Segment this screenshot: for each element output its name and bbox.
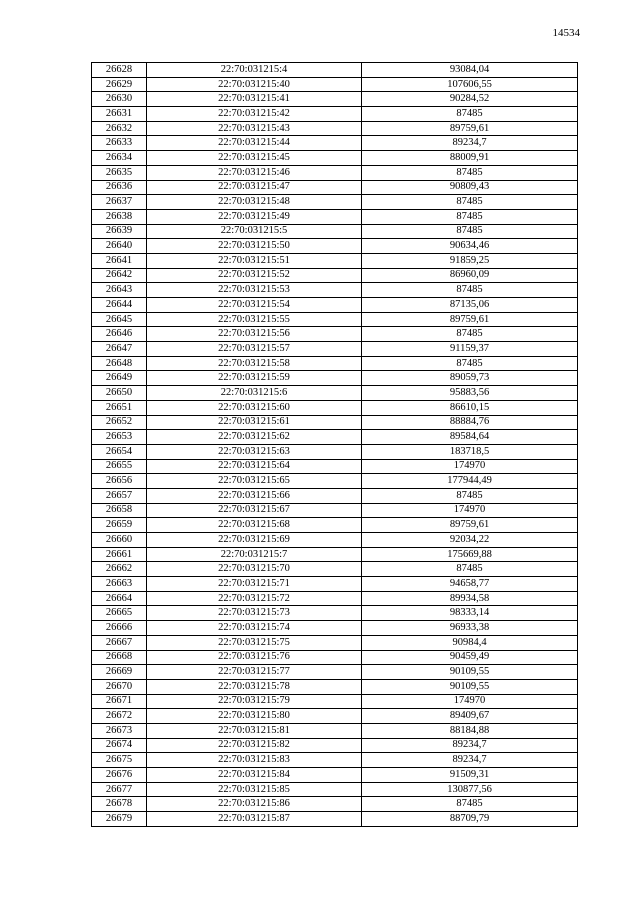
value-cell: 89059,73 bbox=[362, 371, 578, 386]
cadastral-number-cell: 22:70:031215:52 bbox=[147, 268, 362, 283]
row-number-cell: 26661 bbox=[92, 547, 147, 562]
table-row bbox=[92, 709, 578, 724]
row-number-cell: 26667 bbox=[92, 635, 147, 650]
cadastral-number-cell: 22:70:031215:5 bbox=[147, 224, 362, 239]
cadastral-number-cell: 22:70:031215:50 bbox=[147, 239, 362, 254]
row-number-cell: 26650 bbox=[92, 386, 147, 401]
value-cell: 87485 bbox=[362, 562, 578, 577]
cadastral-number-cell: 22:70:031215:75 bbox=[147, 635, 362, 650]
value-cell: 90109,55 bbox=[362, 679, 578, 694]
row-number-cell: 26652 bbox=[92, 415, 147, 430]
row-number-cell: 26628 bbox=[92, 63, 147, 78]
row-number-cell: 26658 bbox=[92, 503, 147, 518]
cadastral-number-cell: 22:70:031215:86 bbox=[147, 797, 362, 812]
table-row bbox=[92, 92, 578, 107]
row-number-cell: 26666 bbox=[92, 621, 147, 636]
value-cell: 89584,64 bbox=[362, 430, 578, 445]
value-cell: 89759,61 bbox=[362, 518, 578, 533]
cadastral-number-cell: 22:70:031215:85 bbox=[147, 782, 362, 797]
table-row bbox=[92, 650, 578, 665]
row-number-cell: 26678 bbox=[92, 797, 147, 812]
cadastral-value-table bbox=[91, 62, 578, 827]
table-row bbox=[92, 136, 578, 151]
row-number-cell: 26675 bbox=[92, 753, 147, 768]
cadastral-number-cell: 22:70:031215:40 bbox=[147, 77, 362, 92]
value-cell: 92034,22 bbox=[362, 533, 578, 548]
row-number-cell: 26656 bbox=[92, 474, 147, 489]
cadastral-number-cell: 22:70:031215:81 bbox=[147, 723, 362, 738]
table-row bbox=[92, 797, 578, 812]
value-cell: 90634,46 bbox=[362, 239, 578, 254]
value-cell: 130877,56 bbox=[362, 782, 578, 797]
value-cell: 91159,37 bbox=[362, 342, 578, 357]
value-cell: 87485 bbox=[362, 107, 578, 122]
row-number-cell: 26657 bbox=[92, 488, 147, 503]
cadastral-number-cell: 22:70:031215:65 bbox=[147, 474, 362, 489]
row-number-cell: 26651 bbox=[92, 400, 147, 415]
value-cell: 87485 bbox=[362, 797, 578, 812]
cadastral-number-cell: 22:70:031215:64 bbox=[147, 459, 362, 474]
row-number-cell: 26659 bbox=[92, 518, 147, 533]
table-row bbox=[92, 371, 578, 386]
row-number-cell: 26648 bbox=[92, 356, 147, 371]
page-number: 14534 bbox=[552, 27, 580, 39]
cadastral-number-cell: 22:70:031215:41 bbox=[147, 92, 362, 107]
cadastral-number-cell: 22:70:031215:4 bbox=[147, 63, 362, 78]
table-row bbox=[92, 635, 578, 650]
row-number-cell: 26636 bbox=[92, 180, 147, 195]
cadastral-number-cell: 22:70:031215:70 bbox=[147, 562, 362, 577]
table-row bbox=[92, 503, 578, 518]
table-row bbox=[92, 239, 578, 254]
cadastral-number-cell: 22:70:031215:71 bbox=[147, 577, 362, 592]
table-row bbox=[92, 723, 578, 738]
table-row bbox=[92, 430, 578, 445]
table-row bbox=[92, 342, 578, 357]
cadastral-number-cell: 22:70:031215:49 bbox=[147, 209, 362, 224]
row-number-cell: 26673 bbox=[92, 723, 147, 738]
value-cell: 95883,56 bbox=[362, 386, 578, 401]
value-cell: 87485 bbox=[362, 224, 578, 239]
row-number-cell: 26631 bbox=[92, 107, 147, 122]
value-cell: 90459,49 bbox=[362, 650, 578, 665]
value-cell: 89234,7 bbox=[362, 753, 578, 768]
cadastral-number-cell: 22:70:031215:77 bbox=[147, 665, 362, 680]
cadastral-number-cell: 22:70:031215:48 bbox=[147, 195, 362, 210]
row-number-cell: 26660 bbox=[92, 533, 147, 548]
value-cell: 87485 bbox=[362, 327, 578, 342]
cadastral-number-cell: 22:70:031215:55 bbox=[147, 312, 362, 327]
table-row bbox=[92, 195, 578, 210]
cadastral-number-cell: 22:70:031215:74 bbox=[147, 621, 362, 636]
table-row bbox=[92, 606, 578, 621]
cadastral-number-cell: 22:70:031215:42 bbox=[147, 107, 362, 122]
table-row bbox=[92, 577, 578, 592]
table-row bbox=[92, 386, 578, 401]
value-cell: 87135,06 bbox=[362, 298, 578, 313]
row-number-cell: 26629 bbox=[92, 77, 147, 92]
row-number-cell: 26671 bbox=[92, 694, 147, 709]
table-row bbox=[92, 533, 578, 548]
table-row bbox=[92, 165, 578, 180]
cadastral-number-cell: 22:70:031215:59 bbox=[147, 371, 362, 386]
table-row bbox=[92, 283, 578, 298]
row-number-cell: 26676 bbox=[92, 768, 147, 783]
cadastral-number-cell: 22:70:031215:54 bbox=[147, 298, 362, 313]
cadastral-number-cell: 22:70:031215:6 bbox=[147, 386, 362, 401]
row-number-cell: 26653 bbox=[92, 430, 147, 445]
value-cell: 90984,4 bbox=[362, 635, 578, 650]
row-number-cell: 26634 bbox=[92, 151, 147, 166]
table-row bbox=[92, 812, 578, 827]
value-cell: 91859,25 bbox=[362, 253, 578, 268]
value-cell: 87485 bbox=[362, 283, 578, 298]
cadastral-number-cell: 22:70:031215:45 bbox=[147, 151, 362, 166]
table-row bbox=[92, 488, 578, 503]
row-number-cell: 26668 bbox=[92, 650, 147, 665]
value-cell: 96933,38 bbox=[362, 621, 578, 636]
cadastral-number-cell: 22:70:031215:66 bbox=[147, 488, 362, 503]
value-cell: 98333,14 bbox=[362, 606, 578, 621]
value-cell: 174970 bbox=[362, 503, 578, 518]
table-row bbox=[92, 591, 578, 606]
cadastral-number-cell: 22:70:031215:67 bbox=[147, 503, 362, 518]
row-number-cell: 26646 bbox=[92, 327, 147, 342]
value-cell: 88709,79 bbox=[362, 812, 578, 827]
row-number-cell: 26643 bbox=[92, 283, 147, 298]
table-row bbox=[92, 298, 578, 313]
row-number-cell: 26674 bbox=[92, 738, 147, 753]
table-row bbox=[92, 151, 578, 166]
table-row bbox=[92, 327, 578, 342]
row-number-cell: 26672 bbox=[92, 709, 147, 724]
value-cell: 86960,09 bbox=[362, 268, 578, 283]
row-number-cell: 26670 bbox=[92, 679, 147, 694]
value-cell: 90284,52 bbox=[362, 92, 578, 107]
table-row bbox=[92, 665, 578, 680]
cadastral-number-cell: 22:70:031215:47 bbox=[147, 180, 362, 195]
cadastral-number-cell: 22:70:031215:63 bbox=[147, 444, 362, 459]
table-row bbox=[92, 518, 578, 533]
value-cell: 87485 bbox=[362, 488, 578, 503]
cadastral-number-cell: 22:70:031215:78 bbox=[147, 679, 362, 694]
value-cell: 88009,91 bbox=[362, 151, 578, 166]
table-row bbox=[92, 768, 578, 783]
cadastral-number-cell: 22:70:031215:79 bbox=[147, 694, 362, 709]
value-cell: 88884,76 bbox=[362, 415, 578, 430]
value-cell: 174970 bbox=[362, 459, 578, 474]
row-number-cell: 26664 bbox=[92, 591, 147, 606]
table-row bbox=[92, 679, 578, 694]
cadastral-number-cell: 22:70:031215:84 bbox=[147, 768, 362, 783]
row-number-cell: 26639 bbox=[92, 224, 147, 239]
cadastral-number-cell: 22:70:031215:82 bbox=[147, 738, 362, 753]
cadastral-number-cell: 22:70:031215:43 bbox=[147, 121, 362, 136]
table-row bbox=[92, 77, 578, 92]
row-number-cell: 26665 bbox=[92, 606, 147, 621]
row-number-cell: 26655 bbox=[92, 459, 147, 474]
value-cell: 107606,55 bbox=[362, 77, 578, 92]
cadastral-number-cell: 22:70:031215:7 bbox=[147, 547, 362, 562]
table-row bbox=[92, 180, 578, 195]
row-number-cell: 26637 bbox=[92, 195, 147, 210]
value-cell: 94658,77 bbox=[362, 577, 578, 592]
table-row bbox=[92, 782, 578, 797]
cadastral-number-cell: 22:70:031215:57 bbox=[147, 342, 362, 357]
table-row bbox=[92, 621, 578, 636]
value-cell: 175669,88 bbox=[362, 547, 578, 562]
value-cell: 87485 bbox=[362, 209, 578, 224]
table-row bbox=[92, 312, 578, 327]
value-cell: 177944,49 bbox=[362, 474, 578, 489]
table-row bbox=[92, 121, 578, 136]
row-number-cell: 26641 bbox=[92, 253, 147, 268]
value-cell: 86610,15 bbox=[362, 400, 578, 415]
table-row bbox=[92, 474, 578, 489]
table-row bbox=[92, 224, 578, 239]
cadastral-number-cell: 22:70:031215:46 bbox=[147, 165, 362, 180]
value-cell: 93084,04 bbox=[362, 63, 578, 78]
value-cell: 87485 bbox=[362, 195, 578, 210]
table-row bbox=[92, 694, 578, 709]
row-number-cell: 26647 bbox=[92, 342, 147, 357]
value-cell: 89234,7 bbox=[362, 738, 578, 753]
row-number-cell: 26662 bbox=[92, 562, 147, 577]
row-number-cell: 26632 bbox=[92, 121, 147, 136]
table-row bbox=[92, 253, 578, 268]
value-cell: 89759,61 bbox=[362, 312, 578, 327]
value-cell: 87485 bbox=[362, 165, 578, 180]
cadastral-number-cell: 22:70:031215:53 bbox=[147, 283, 362, 298]
cadastral-number-cell: 22:70:031215:80 bbox=[147, 709, 362, 724]
row-number-cell: 26649 bbox=[92, 371, 147, 386]
value-cell: 89759,61 bbox=[362, 121, 578, 136]
table-row bbox=[92, 444, 578, 459]
value-cell: 183718,5 bbox=[362, 444, 578, 459]
value-cell: 89934,58 bbox=[362, 591, 578, 606]
table-row bbox=[92, 268, 578, 283]
value-cell: 89234,7 bbox=[362, 136, 578, 151]
cadastral-number-cell: 22:70:031215:58 bbox=[147, 356, 362, 371]
cadastral-number-cell: 22:70:031215:56 bbox=[147, 327, 362, 342]
table-body bbox=[92, 63, 578, 827]
cadastral-number-cell: 22:70:031215:69 bbox=[147, 533, 362, 548]
cadastral-number-cell: 22:70:031215:87 bbox=[147, 812, 362, 827]
cadastral-number-cell: 22:70:031215:76 bbox=[147, 650, 362, 665]
cadastral-number-cell: 22:70:031215:83 bbox=[147, 753, 362, 768]
row-number-cell: 26654 bbox=[92, 444, 147, 459]
table-row bbox=[92, 209, 578, 224]
row-number-cell: 26642 bbox=[92, 268, 147, 283]
cadastral-number-cell: 22:70:031215:72 bbox=[147, 591, 362, 606]
table-row bbox=[92, 63, 578, 78]
row-number-cell: 26679 bbox=[92, 812, 147, 827]
value-cell: 90109,55 bbox=[362, 665, 578, 680]
value-cell: 90809,43 bbox=[362, 180, 578, 195]
table-row bbox=[92, 415, 578, 430]
cadastral-number-cell: 22:70:031215:51 bbox=[147, 253, 362, 268]
row-number-cell: 26669 bbox=[92, 665, 147, 680]
table-row bbox=[92, 547, 578, 562]
row-number-cell: 26663 bbox=[92, 577, 147, 592]
row-number-cell: 26677 bbox=[92, 782, 147, 797]
cadastral-number-cell: 22:70:031215:62 bbox=[147, 430, 362, 445]
row-number-cell: 26645 bbox=[92, 312, 147, 327]
value-cell: 88184,88 bbox=[362, 723, 578, 738]
row-number-cell: 26640 bbox=[92, 239, 147, 254]
table-row bbox=[92, 753, 578, 768]
table-row bbox=[92, 356, 578, 371]
row-number-cell: 26644 bbox=[92, 298, 147, 313]
table-row bbox=[92, 107, 578, 122]
table-row bbox=[92, 400, 578, 415]
row-number-cell: 26635 bbox=[92, 165, 147, 180]
row-number-cell: 26638 bbox=[92, 209, 147, 224]
cadastral-number-cell: 22:70:031215:73 bbox=[147, 606, 362, 621]
row-number-cell: 26630 bbox=[92, 92, 147, 107]
value-cell: 87485 bbox=[362, 356, 578, 371]
table-row bbox=[92, 738, 578, 753]
cadastral-number-cell: 22:70:031215:44 bbox=[147, 136, 362, 151]
table-row bbox=[92, 562, 578, 577]
value-cell: 174970 bbox=[362, 694, 578, 709]
value-cell: 89409,67 bbox=[362, 709, 578, 724]
cadastral-number-cell: 22:70:031215:68 bbox=[147, 518, 362, 533]
cadastral-number-cell: 22:70:031215:61 bbox=[147, 415, 362, 430]
value-cell: 91509,31 bbox=[362, 768, 578, 783]
row-number-cell: 26633 bbox=[92, 136, 147, 151]
table-row bbox=[92, 459, 578, 474]
cadastral-number-cell: 22:70:031215:60 bbox=[147, 400, 362, 415]
